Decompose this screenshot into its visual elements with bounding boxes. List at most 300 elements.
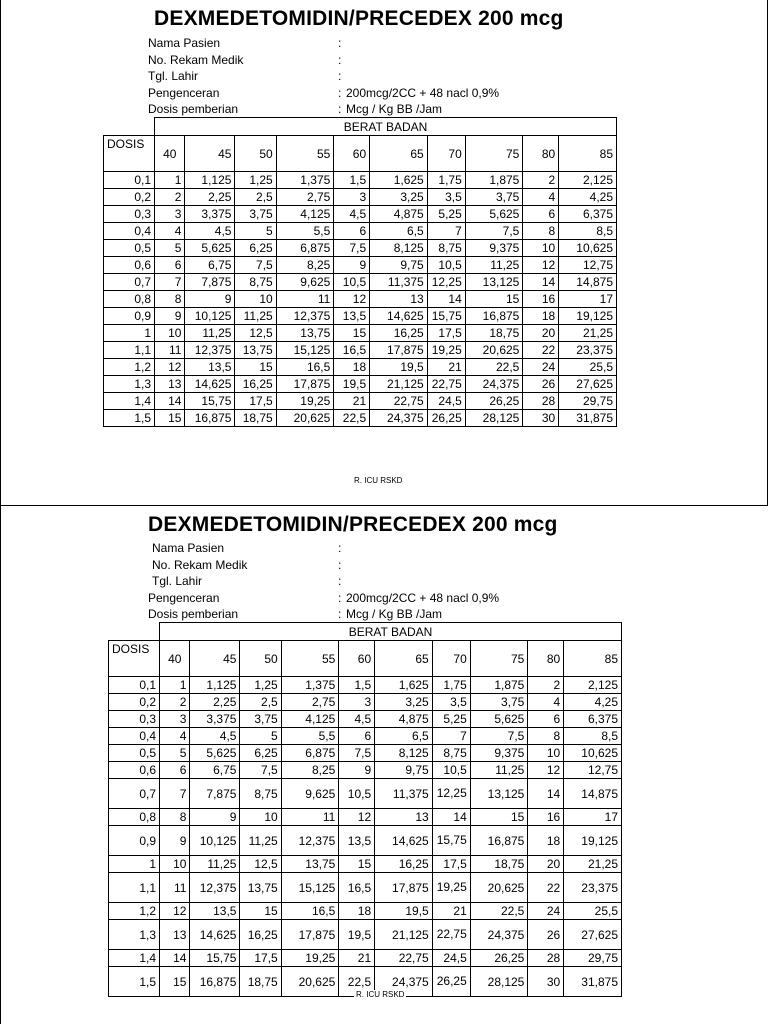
value-cell: 5	[240, 728, 281, 745]
value-cell: 16,25	[375, 856, 433, 873]
value-cell: 10,125	[185, 308, 235, 325]
dose-cell: 1,1	[104, 342, 155, 359]
value-cell: 4,5	[339, 711, 375, 728]
value-cell: 26,25	[432, 967, 470, 997]
value-cell: 13,5	[339, 826, 375, 856]
field-row	[148, 35, 499, 52]
dose-cell: 0,4	[109, 728, 160, 745]
value-cell: 17,5	[235, 393, 276, 410]
value-cell: 16	[523, 291, 559, 308]
value-cell: 22,5	[339, 967, 375, 997]
dose-cell: 0,5	[109, 745, 160, 762]
value-cell: 16,875	[465, 308, 523, 325]
value-cell: 31,875	[559, 410, 617, 427]
value-cell: 15	[470, 809, 528, 826]
dose-cell: 0,6	[104, 257, 155, 274]
value-cell: 26,25	[470, 950, 528, 967]
value-cell: 1	[160, 677, 190, 694]
dose-cell: 1,5	[104, 410, 155, 427]
value-cell: 12,5	[235, 325, 276, 342]
value-cell: 14,625	[190, 920, 240, 950]
value-cell: 9,75	[370, 257, 428, 274]
dose-table	[103, 117, 617, 427]
value-cell: 4,5	[334, 206, 370, 223]
field-label: Dosis pemberian	[148, 607, 239, 621]
value-cell: 1,25	[235, 172, 276, 189]
value-cell: 6,25	[240, 745, 281, 762]
value-cell: 14,625	[375, 826, 433, 856]
value-cell: 10	[235, 291, 276, 308]
table-row	[109, 809, 622, 826]
value-cell: 19,25	[432, 873, 470, 903]
value-cell: 5	[235, 223, 276, 240]
value-cell: 9,625	[276, 274, 334, 291]
value-cell: 9,625	[281, 779, 339, 809]
table-row	[109, 694, 622, 711]
value-cell: 10,625	[564, 745, 622, 762]
value-cell: 19,5	[375, 903, 433, 920]
field-colon: :	[338, 590, 342, 605]
value-cell: 29,75	[564, 950, 622, 967]
value-cell: 8,75	[432, 745, 470, 762]
value-cell: 7,5	[465, 223, 523, 240]
value-cell: 9,375	[465, 240, 523, 257]
weight-header-cell: 50	[240, 641, 281, 677]
value-cell: 21	[334, 393, 370, 410]
value-cell: 24,5	[432, 950, 470, 967]
weight-header-cell: 65	[370, 136, 428, 172]
value-cell: 2	[160, 694, 190, 711]
value-cell: 22,75	[375, 950, 433, 967]
value-cell: 9	[339, 762, 375, 779]
value-cell: 4	[528, 694, 564, 711]
field-value: Mcg / Kg BB /Jam	[346, 102, 443, 116]
value-cell: 4,5	[185, 223, 235, 240]
value-cell: 2,75	[276, 189, 334, 206]
field-value: 200mcg/2CC + 48 nacl 0,9%	[346, 590, 500, 605]
value-cell: 12	[523, 257, 559, 274]
table-row	[109, 728, 622, 745]
weight-header-cell: 60	[334, 136, 370, 172]
value-cell: 12	[155, 359, 185, 376]
value-cell: 5,625	[185, 240, 235, 257]
field-colon: :	[338, 85, 342, 100]
value-cell: 11,25	[190, 856, 240, 873]
value-cell: 7,875	[190, 779, 240, 809]
weight-header-cell: 55	[276, 136, 334, 172]
value-cell: 28	[528, 950, 564, 967]
value-cell: 8,125	[375, 745, 433, 762]
weight-header-row	[104, 136, 617, 172]
value-cell: 10	[155, 325, 185, 342]
value-cell: 6,5	[375, 728, 433, 745]
sheet-title: DEXMEDETOMIDIN/PRECEDEX 200 mcg	[154, 7, 564, 30]
table-row	[109, 873, 622, 903]
dose-cell: 0,4	[104, 223, 155, 240]
value-cell: 13,5	[334, 308, 370, 325]
value-cell: 2,5	[235, 189, 276, 206]
value-cell: 12,375	[185, 342, 235, 359]
value-cell: 15	[334, 325, 370, 342]
value-cell: 16,5	[276, 359, 334, 376]
dose-cell: 0,5	[104, 240, 155, 257]
dosis-header: DOSIS	[104, 136, 155, 172]
field-row	[148, 85, 499, 102]
value-cell: 14	[427, 291, 465, 308]
value-cell: 9	[160, 826, 190, 856]
value-cell: 5	[160, 745, 190, 762]
value-cell: 8,25	[276, 257, 334, 274]
dose-cell: 1,4	[104, 393, 155, 410]
field-colon: :	[338, 557, 342, 572]
field-row	[148, 590, 499, 607]
value-cell: 18	[339, 903, 375, 920]
table-row	[109, 677, 622, 694]
table-row	[109, 856, 622, 873]
field-colon: :	[338, 69, 342, 83]
value-cell: 20,625	[470, 873, 528, 903]
weight-header-cell: 85	[564, 641, 622, 677]
value-cell: 15,75	[190, 950, 240, 967]
field-colon: :	[338, 607, 342, 621]
value-cell: 1	[155, 172, 185, 189]
value-cell: 4,5	[190, 728, 240, 745]
value-cell: 1,375	[281, 677, 339, 694]
value-cell: 11	[155, 342, 185, 359]
field-colon: :	[338, 541, 342, 555]
value-cell: 1,875	[470, 677, 528, 694]
table-row	[104, 410, 617, 427]
value-cell: 21	[432, 903, 470, 920]
value-cell: 22	[528, 873, 564, 903]
value-cell: 15	[155, 410, 185, 427]
dose-cell: 1,2	[104, 359, 155, 376]
field-colon: :	[338, 574, 342, 588]
value-cell: 15	[339, 856, 375, 873]
dose-cell: 1,3	[109, 920, 160, 950]
field-label: Dosis pemberian	[148, 102, 239, 116]
value-cell: 13,75	[281, 856, 339, 873]
value-cell: 6,75	[185, 257, 235, 274]
value-cell: 3,375	[185, 206, 235, 223]
value-cell: 7	[160, 779, 190, 809]
field-value: 200mcg/2CC + 48 nacl 0,9%	[346, 85, 500, 100]
value-cell: 4,125	[281, 711, 339, 728]
table-row	[104, 291, 617, 308]
value-cell: 1,375	[276, 172, 334, 189]
value-cell: 8,5	[559, 223, 617, 240]
table-row	[104, 376, 617, 393]
table-row	[104, 308, 617, 325]
value-cell: 5,25	[432, 711, 470, 728]
value-cell: 5,5	[281, 728, 339, 745]
value-cell: 12,375	[276, 308, 334, 325]
value-cell: 10	[523, 240, 559, 257]
value-cell: 19,125	[559, 308, 617, 325]
value-cell: 5,625	[190, 745, 240, 762]
dose-cell: 1,5	[109, 967, 160, 997]
value-cell: 2	[155, 189, 185, 206]
dose-cell: 0,8	[109, 809, 160, 826]
value-cell: 18	[528, 826, 564, 856]
value-cell: 15	[465, 291, 523, 308]
value-cell: 26,25	[465, 393, 523, 410]
value-cell: 3,75	[240, 711, 281, 728]
value-cell: 5,25	[427, 206, 465, 223]
value-cell: 12,25	[427, 274, 465, 291]
value-cell: 30	[523, 410, 559, 427]
value-cell: 23,375	[559, 342, 617, 359]
value-cell: 9	[334, 257, 370, 274]
value-cell: 19,5	[370, 359, 428, 376]
value-cell: 6	[339, 728, 375, 745]
value-cell: 3	[160, 711, 190, 728]
dose-cell: 0,2	[104, 189, 155, 206]
value-cell: 8,75	[235, 274, 276, 291]
value-cell: 12	[160, 903, 190, 920]
value-cell: 1,625	[375, 677, 433, 694]
value-cell: 6,5	[370, 223, 428, 240]
value-cell: 16,875	[185, 410, 235, 427]
value-cell: 12,375	[281, 826, 339, 856]
value-cell: 9	[185, 291, 235, 308]
value-cell: 10,625	[559, 240, 617, 257]
value-cell: 6	[160, 762, 190, 779]
dosis-header: DOSIS	[109, 641, 160, 677]
value-cell: 7,5	[235, 257, 276, 274]
value-cell: 4	[160, 728, 190, 745]
table-row	[109, 745, 622, 762]
value-cell: 11,25	[185, 325, 235, 342]
value-cell: 16,25	[240, 920, 281, 950]
dose-cell: 0,9	[104, 308, 155, 325]
weight-header-row	[109, 641, 622, 677]
value-cell: 16,25	[370, 325, 428, 342]
table-row	[104, 172, 617, 189]
value-cell: 21	[427, 359, 465, 376]
value-cell: 14,625	[370, 308, 428, 325]
value-cell: 15,75	[427, 308, 465, 325]
value-cell: 3,5	[432, 694, 470, 711]
value-cell: 4,875	[375, 711, 433, 728]
value-cell: 2,125	[564, 677, 622, 694]
value-cell: 1,625	[370, 172, 428, 189]
value-cell: 7	[427, 223, 465, 240]
value-cell: 5	[155, 240, 185, 257]
value-cell: 14,875	[564, 779, 622, 809]
footer-unit: R. ICU RSKD	[354, 476, 403, 485]
value-cell: 3,25	[375, 694, 433, 711]
value-cell: 7,5	[339, 745, 375, 762]
table-row	[109, 826, 622, 856]
value-cell: 14	[432, 809, 470, 826]
value-cell: 3	[339, 694, 375, 711]
value-cell: 2,125	[559, 172, 617, 189]
value-cell: 1,125	[190, 677, 240, 694]
weight-header-cell: 45	[185, 136, 235, 172]
value-cell: 22,5	[465, 359, 523, 376]
table-row	[104, 359, 617, 376]
value-cell: 12	[528, 762, 564, 779]
dose-cell: 0,7	[104, 274, 155, 291]
value-cell: 3,5	[427, 189, 465, 206]
weight-header-cell: 70	[432, 641, 470, 677]
value-cell: 4	[155, 223, 185, 240]
table-row	[109, 711, 622, 728]
value-cell: 6,875	[276, 240, 334, 257]
value-cell: 6,75	[190, 762, 240, 779]
value-cell: 2,5	[240, 694, 281, 711]
value-cell: 20	[528, 856, 564, 873]
value-cell: 3	[155, 206, 185, 223]
value-cell: 24	[523, 359, 559, 376]
dose-cell: 0,2	[109, 694, 160, 711]
value-cell: 19,5	[334, 376, 370, 393]
value-cell: 24,375	[375, 967, 433, 997]
value-cell: 18,75	[465, 325, 523, 342]
value-cell: 12,25	[432, 779, 470, 809]
blank-cell	[104, 118, 155, 136]
value-cell: 24,375	[465, 376, 523, 393]
field-label: Pengenceran	[148, 590, 220, 605]
value-cell: 13,125	[470, 779, 528, 809]
value-cell: 24,375	[370, 410, 428, 427]
value-cell: 8,5	[564, 728, 622, 745]
value-cell: 15,75	[185, 393, 235, 410]
value-cell: 3,75	[235, 206, 276, 223]
value-cell: 21	[339, 950, 375, 967]
value-cell: 7	[155, 274, 185, 291]
value-cell: 15	[160, 967, 190, 997]
value-cell: 22,5	[470, 903, 528, 920]
value-cell: 28,125	[465, 410, 523, 427]
value-cell: 12,5	[240, 856, 281, 873]
field-row	[148, 540, 499, 557]
table-row	[104, 393, 617, 410]
table-row	[109, 950, 622, 967]
value-cell: 6,375	[559, 206, 617, 223]
value-cell: 8,25	[281, 762, 339, 779]
value-cell: 6	[334, 223, 370, 240]
value-cell: 16,5	[339, 873, 375, 903]
field-label: Nama Pasien	[148, 36, 221, 50]
value-cell: 16,5	[281, 903, 339, 920]
table-row	[104, 325, 617, 342]
value-cell: 18	[334, 359, 370, 376]
value-cell: 11	[160, 873, 190, 903]
value-cell: 19,25	[276, 393, 334, 410]
value-cell: 26,25	[427, 410, 465, 427]
dose-cell: 0,8	[104, 291, 155, 308]
value-cell: 8,125	[370, 240, 428, 257]
table-row	[109, 779, 622, 809]
value-cell: 16,25	[235, 376, 276, 393]
value-cell: 7,5	[240, 762, 281, 779]
value-cell: 2,25	[185, 189, 235, 206]
value-cell: 15,125	[281, 873, 339, 903]
field-value: Mcg / Kg BB /Jam	[346, 607, 443, 621]
dosing-sheet-top	[0, 0, 768, 505]
value-cell: 13	[375, 809, 433, 826]
value-cell: 18	[523, 308, 559, 325]
field-label: Pengenceran	[148, 85, 220, 100]
value-cell: 7,875	[185, 274, 235, 291]
value-cell: 10,5	[427, 257, 465, 274]
value-cell: 6	[523, 206, 559, 223]
weight-header-cell: 40	[155, 136, 185, 172]
table-row	[104, 223, 617, 240]
value-cell: 27,625	[559, 376, 617, 393]
group-header-row	[104, 118, 617, 136]
dose-cell: 1,1	[109, 873, 160, 903]
value-cell: 11,375	[375, 779, 433, 809]
value-cell: 22,5	[334, 410, 370, 427]
value-cell: 22,75	[432, 920, 470, 950]
value-cell: 13,75	[240, 873, 281, 903]
field-row	[148, 606, 499, 623]
value-cell: 12,375	[190, 873, 240, 903]
value-cell: 17,875	[370, 342, 428, 359]
value-cell: 12,75	[559, 257, 617, 274]
value-cell: 16,875	[470, 826, 528, 856]
weight-header-cell: 80	[528, 641, 564, 677]
weight-header-cell: 40	[160, 641, 190, 677]
value-cell: 2,75	[281, 694, 339, 711]
field-row	[148, 52, 499, 69]
group-header-row	[109, 623, 622, 641]
value-cell: 11,25	[470, 762, 528, 779]
value-cell: 13,75	[235, 342, 276, 359]
value-cell: 23,375	[564, 873, 622, 903]
value-cell: 3,25	[370, 189, 428, 206]
value-cell: 19,5	[339, 920, 375, 950]
value-cell: 28,125	[470, 967, 528, 997]
weight-group-header: BERAT BADAN	[155, 118, 617, 136]
table-row	[104, 342, 617, 359]
value-cell: 17,875	[375, 873, 433, 903]
value-cell: 13	[155, 376, 185, 393]
value-cell: 11,25	[465, 257, 523, 274]
value-cell: 6,875	[281, 745, 339, 762]
table-row	[109, 920, 622, 950]
value-cell: 11,375	[370, 274, 428, 291]
dose-cell: 0,9	[109, 826, 160, 856]
value-cell: 4,875	[370, 206, 428, 223]
value-cell: 22,75	[427, 376, 465, 393]
value-cell: 18,75	[470, 856, 528, 873]
value-cell: 3,75	[470, 694, 528, 711]
value-cell: 8,75	[240, 779, 281, 809]
value-cell: 1,5	[339, 677, 375, 694]
value-cell: 25,5	[559, 359, 617, 376]
weight-header-cell: 50	[235, 136, 276, 172]
value-cell: 10,5	[334, 274, 370, 291]
field-label: No. Rekam Medik	[152, 557, 248, 572]
value-cell: 4	[523, 189, 559, 206]
value-cell: 3	[334, 189, 370, 206]
field-label: Tgl. Lahir	[148, 69, 199, 83]
field-colon: :	[338, 36, 342, 50]
value-cell: 7,5	[334, 240, 370, 257]
value-cell: 21,125	[370, 376, 428, 393]
value-cell: 9,75	[375, 762, 433, 779]
value-cell: 17	[564, 809, 622, 826]
table-row	[104, 257, 617, 274]
value-cell: 27,625	[564, 920, 622, 950]
value-cell: 19,125	[564, 826, 622, 856]
value-cell: 14	[528, 779, 564, 809]
value-cell: 13,5	[185, 359, 235, 376]
